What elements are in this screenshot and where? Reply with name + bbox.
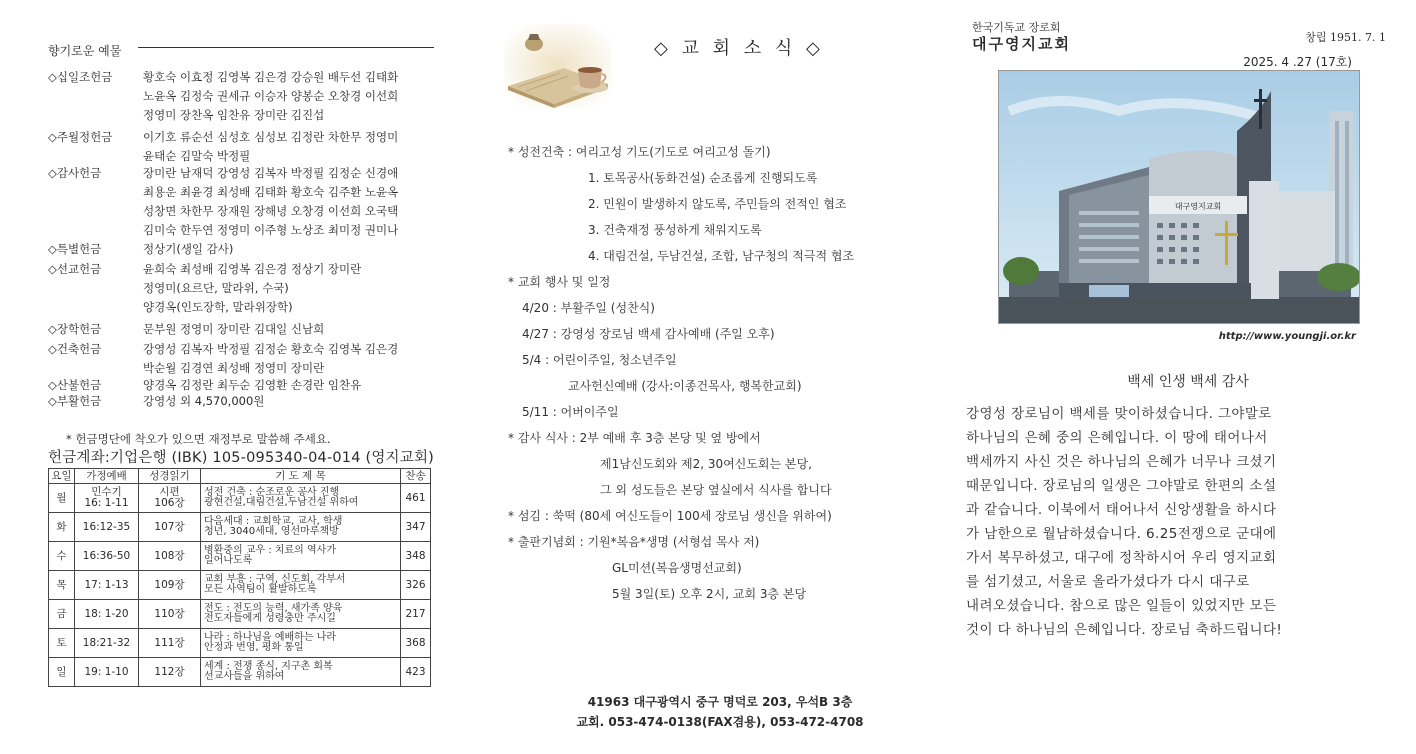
schedule-prayer bbox=[201, 542, 401, 571]
offering-names: 정영미 장찬옥 임찬유 장미란 김진섭 bbox=[143, 108, 325, 122]
schedule-prayer-line: 세계 : 전쟁 종식, 지구촌 회복 bbox=[204, 660, 333, 672]
schedule-prayer-line: 전도자들에게 성령충만 주시길 bbox=[204, 613, 336, 624]
offering-note: * 헌금명단에 착오가 있으면 재정부로 말씀해 주세요. bbox=[66, 432, 331, 446]
article-line: 가 남한으로 월남하셨습니다. 6.25전쟁으로 군대에 bbox=[966, 526, 1277, 542]
schedule-day: 월 bbox=[49, 484, 75, 513]
news-item: 4/20 : 부활주일 (성찬식) bbox=[522, 301, 655, 315]
schedule-worship-line: 18: 1-20 bbox=[84, 607, 129, 620]
schedule-prayer bbox=[201, 484, 401, 513]
offering-section-title: 향기로운 예물 bbox=[48, 42, 124, 59]
teacup-bible-icon bbox=[504, 24, 612, 108]
schedule-row bbox=[49, 513, 431, 542]
news-item: * 출판기념회 : 기원*복음*생명 (서형섭 목사 저) bbox=[508, 535, 760, 549]
schedule-worship bbox=[75, 571, 139, 600]
offering-section-header bbox=[48, 42, 434, 58]
schedule-prayer bbox=[201, 513, 401, 542]
schedule-reading-line: 시편 bbox=[159, 486, 180, 498]
schedule-day: 일 bbox=[49, 658, 75, 687]
building-sign: 대구영지교회 bbox=[1174, 202, 1222, 211]
offering-label: ◇산불헌금 bbox=[48, 378, 102, 392]
news-item: 1. 토목공사(동화건설) 순조롭게 진행되도록 bbox=[588, 171, 818, 185]
offering-label: ◇장학헌금 bbox=[48, 322, 102, 336]
news-item: 5월 3일(토) 오후 2시, 교회 3층 본당 bbox=[612, 587, 807, 601]
article-line: 를 섬기셨고, 서울로 올라가셨다가 다시 대구로 bbox=[966, 574, 1250, 590]
church-address: 41963 대구광역시 중구 명덕로 203, 우석B 3층 bbox=[587, 695, 853, 709]
schedule-prayer-line: 안정과 번영, 평화 통일 bbox=[204, 642, 304, 653]
news-item: GL미션(복음생명선교회) bbox=[612, 561, 742, 575]
schedule-worship-line: 16:36-50 bbox=[82, 549, 131, 562]
news-item: 교사헌신예배 (강사:이종건목사, 행복한교회) bbox=[568, 379, 802, 393]
schedule-prayer bbox=[201, 600, 401, 629]
schedule-day: 목 bbox=[49, 571, 75, 600]
church-website: http://www.youngji.or.kr bbox=[1218, 331, 1356, 342]
schedule-prayer-line: 전도 : 전도의 능력, 새가족 양육 bbox=[204, 602, 343, 614]
schedule-worship-line: 17: 1-13 bbox=[84, 578, 129, 591]
news-title: ◇ 교 회 소 식 ◇ bbox=[654, 38, 824, 59]
schedule-reading-line: 112장 bbox=[154, 665, 185, 678]
news-item: 제1남신도회와 제2, 30여신도회는 본당, bbox=[600, 457, 812, 471]
news-item: 4/27 : 강영성 장로님 백세 감사예배 (주일 오후) bbox=[522, 327, 775, 341]
offering-names: 양경옥 김정란 최두순 김영환 손경란 임찬유 bbox=[143, 378, 362, 392]
schedule-reading-line: 111장 bbox=[154, 636, 185, 649]
offering-names: 윤태순 김말숙 박정필 bbox=[143, 149, 251, 163]
schedule-worship bbox=[75, 600, 139, 629]
offering-names: 정상기(생일 감사) bbox=[143, 242, 234, 256]
offering-names: 문부원 정영미 장미란 김대일 신남희 bbox=[143, 322, 325, 336]
offering-names: 김미숙 한두연 정영미 이주형 노상조 최미정 권미나 bbox=[143, 223, 399, 237]
church-building-image bbox=[998, 70, 1360, 324]
article-line: 하나님의 은혜 중의 은혜입니다. 이 땅에 태어나서 bbox=[966, 430, 1268, 446]
schedule-hymn: 423 bbox=[401, 658, 431, 687]
news-item: 5/4 : 어린이주일, 청소년주일 bbox=[522, 353, 677, 367]
schedule-reading-line: 107장 bbox=[154, 520, 185, 533]
offering-names: 강영성 김복자 박정필 김정순 황호숙 김영복 김은경 bbox=[143, 342, 399, 356]
schedule-worship bbox=[75, 484, 139, 513]
offering-label: ◇십일조헌금 bbox=[48, 70, 113, 84]
schedule-prayer bbox=[201, 629, 401, 658]
offering-names: 강영성 외 4,570,000원 bbox=[143, 394, 265, 408]
offering-names: 황호숙 이효정 김영복 김은경 강승원 배두선 김태화 bbox=[143, 70, 399, 84]
schedule-row bbox=[49, 571, 431, 600]
schedule-prayer-line: 선교사들을 위하여 bbox=[204, 671, 285, 682]
schedule-prayer-line: 모든 사역팀이 활발하도록 bbox=[204, 584, 317, 595]
church-news-column bbox=[500, 0, 940, 754]
schedule-row bbox=[49, 600, 431, 629]
col-day: 요일 bbox=[49, 469, 75, 484]
schedule-reading bbox=[139, 571, 201, 600]
schedule-prayer-line: 성전 건축 : 순조로운 공사 진행 bbox=[204, 486, 340, 498]
offering-label: ◇감사헌금 bbox=[48, 166, 102, 180]
col-reading: 성경읽기 bbox=[139, 469, 201, 484]
schedule-row bbox=[49, 484, 431, 513]
offering-label: ◇특별헌금 bbox=[48, 242, 102, 256]
offering-names: 성창면 차한무 장재원 장해녕 오창경 이선희 오국택 bbox=[143, 204, 399, 218]
schedule-day: 수 bbox=[49, 542, 75, 571]
schedule-row bbox=[49, 629, 431, 658]
offering-label: ◇건축헌금 bbox=[48, 342, 102, 356]
schedule-header-row bbox=[49, 469, 431, 484]
offering-names: 최용운 최윤경 최성배 김태화 황호숙 김주환 노윤옥 bbox=[143, 185, 399, 199]
schedule-day: 금 bbox=[49, 600, 75, 629]
offering-names: 장미란 남재덕 강영성 김복자 박정필 김정순 신경애 bbox=[143, 166, 399, 180]
offering-names: 정영미(요르단, 말라위, 수국) bbox=[143, 281, 289, 295]
weekly-schedule-table bbox=[48, 468, 431, 687]
schedule-reading bbox=[139, 484, 201, 513]
news-item: * 성전건축 : 여리고성 기도(기도로 여리고성 돌기) bbox=[508, 145, 771, 159]
schedule-prayer-line: 일어나도록 bbox=[204, 555, 253, 566]
article-title: 백세 인생 백세 감사 bbox=[1127, 374, 1249, 390]
schedule-reading bbox=[139, 658, 201, 687]
schedule-prayer-line: 나라 : 하나님을 예배하는 나라 bbox=[204, 631, 337, 643]
article-line: 백세까지 사신 것은 하나님의 은혜가 너무나 크셨기 bbox=[966, 454, 1277, 470]
founded-date: 창립 1951. 7. 1 bbox=[1305, 31, 1386, 44]
article-line: 것이 다 하나님의 은혜입니다. 장로님 축하드립니다! bbox=[966, 622, 1283, 638]
schedule-hymn: 217 bbox=[401, 600, 431, 629]
schedule-worship-line: 18:21-32 bbox=[82, 636, 131, 649]
schedule-worship bbox=[75, 542, 139, 571]
church-phone: 교회. 053-474-0138(FAX겸용), 053-472-4708 bbox=[576, 715, 864, 729]
news-item: * 섬김 : 쑥떡 (80세 여신도들이 100세 장로님 생신을 위하여) bbox=[508, 509, 832, 523]
bulletin-cover-column bbox=[960, 0, 1416, 754]
schedule-reading bbox=[139, 629, 201, 658]
issue-date: 2025. 4 .27 (17호) bbox=[1243, 55, 1352, 69]
schedule-worship-line: 민수기 bbox=[91, 486, 122, 498]
schedule-day: 화 bbox=[49, 513, 75, 542]
schedule-prayer-line: 다음세대 : 교회학교, 교사, 학생 bbox=[204, 515, 343, 527]
offering-account: 헌금계좌:기업은행 (IBK) 105-095340-04-014 (영지교회) bbox=[48, 450, 435, 466]
schedule-hymn: 461 bbox=[401, 484, 431, 513]
schedule-worship-line: 19: 1-10 bbox=[84, 665, 129, 678]
schedule-reading-line: 106장 bbox=[154, 497, 185, 509]
schedule-worship-line: 16: 1-11 bbox=[84, 497, 129, 509]
schedule-reading bbox=[139, 542, 201, 571]
schedule-worship-line: 16:12-35 bbox=[82, 520, 131, 533]
church-name: 대구영지교회 bbox=[972, 35, 1071, 53]
schedule-worship bbox=[75, 658, 139, 687]
offering-names: 노윤옥 김정숙 권세규 이승자 양봉순 오창경 이선희 bbox=[143, 89, 399, 103]
header-rule bbox=[138, 47, 434, 48]
schedule-reading-line: 110장 bbox=[154, 607, 185, 620]
schedule-prayer-line: 교회 부흥 : 구역, 신도회, 각부서 bbox=[204, 573, 346, 585]
schedule-worship bbox=[75, 629, 139, 658]
schedule-hymn: 348 bbox=[401, 542, 431, 571]
article-line: 강영성 장로님이 백세를 맞이하셨습니다. 그야말로 bbox=[966, 406, 1272, 422]
article-line: 내려오셨습니다. 참으로 많은 일들이 있었지만 모든 bbox=[966, 598, 1277, 614]
news-item: 3. 건축재정 풍성하게 채워지도록 bbox=[588, 223, 762, 237]
offering-names: 윤희숙 최성배 김영복 김은경 정상기 장미란 bbox=[143, 262, 362, 276]
col-prayer: 기 도 제 목 bbox=[201, 469, 401, 484]
news-item: 4. 대림건설, 두남건설, 조합, 남구청의 적극적 협조 bbox=[588, 249, 855, 263]
offering-label: ◇선교헌금 bbox=[48, 262, 102, 276]
denomination: 한국기독교 장로회 bbox=[972, 21, 1061, 34]
news-item: 2. 민원이 발생하지 않도록, 주민들의 전적인 협조 bbox=[588, 197, 847, 211]
schedule-hymn: 326 bbox=[401, 571, 431, 600]
schedule-prayer-line: 청년, 3040세대, 영선마루책방 bbox=[204, 526, 339, 537]
offering-names: 양경옥(인도장학, 말라위장학) bbox=[143, 300, 293, 314]
schedule-reading bbox=[139, 600, 201, 629]
schedule-hymn: 347 bbox=[401, 513, 431, 542]
schedule-prayer bbox=[201, 658, 401, 687]
schedule-row bbox=[49, 658, 431, 687]
schedule-worship bbox=[75, 513, 139, 542]
article-line: 과 같습니다. 이북에서 태어나서 신앙생활을 하시다 bbox=[966, 502, 1277, 518]
article-line: 때문입니다. 장로님의 일생은 그야말로 한편의 소설 bbox=[966, 478, 1277, 494]
schedule-prayer bbox=[201, 571, 401, 600]
schedule-prayer-line: 병환중의 교우 : 치료의 역사가 bbox=[204, 544, 337, 556]
schedule-reading-line: 109장 bbox=[154, 578, 185, 591]
offering-names: 이기호 류순선 심성호 심성보 김정란 차한무 정영미 bbox=[143, 130, 399, 144]
offering-names: 박순월 김경연 최성배 정영미 장미란 bbox=[143, 361, 325, 375]
schedule-hymn: 368 bbox=[401, 629, 431, 658]
col-worship: 가정예배 bbox=[75, 469, 139, 484]
schedule-reading bbox=[139, 513, 201, 542]
news-item: 그 외 성도들은 본당 옆실에서 식사를 합니다 bbox=[600, 483, 832, 497]
schedule-prayer-line: 광현건설,대림건설,두남건설 위하여 bbox=[204, 497, 359, 508]
col-hymn: 찬송 bbox=[401, 469, 431, 484]
news-item: 5/11 : 어버이주일 bbox=[522, 405, 619, 419]
news-item: * 감사 식사 : 2부 예배 후 3층 본당 및 옆 방에서 bbox=[508, 431, 761, 445]
schedule-reading-line: 108장 bbox=[154, 549, 185, 562]
news-item: * 교회 행사 및 일정 bbox=[508, 275, 611, 289]
schedule-row bbox=[49, 542, 431, 571]
offering-label: ◇주월정헌금 bbox=[48, 130, 113, 144]
article-line: 가서 복무하셨고, 대구에 정착하시어 우리 영지교회 bbox=[966, 550, 1277, 566]
schedule-day: 토 bbox=[49, 629, 75, 658]
offering-label: ◇부활헌금 bbox=[48, 394, 102, 408]
